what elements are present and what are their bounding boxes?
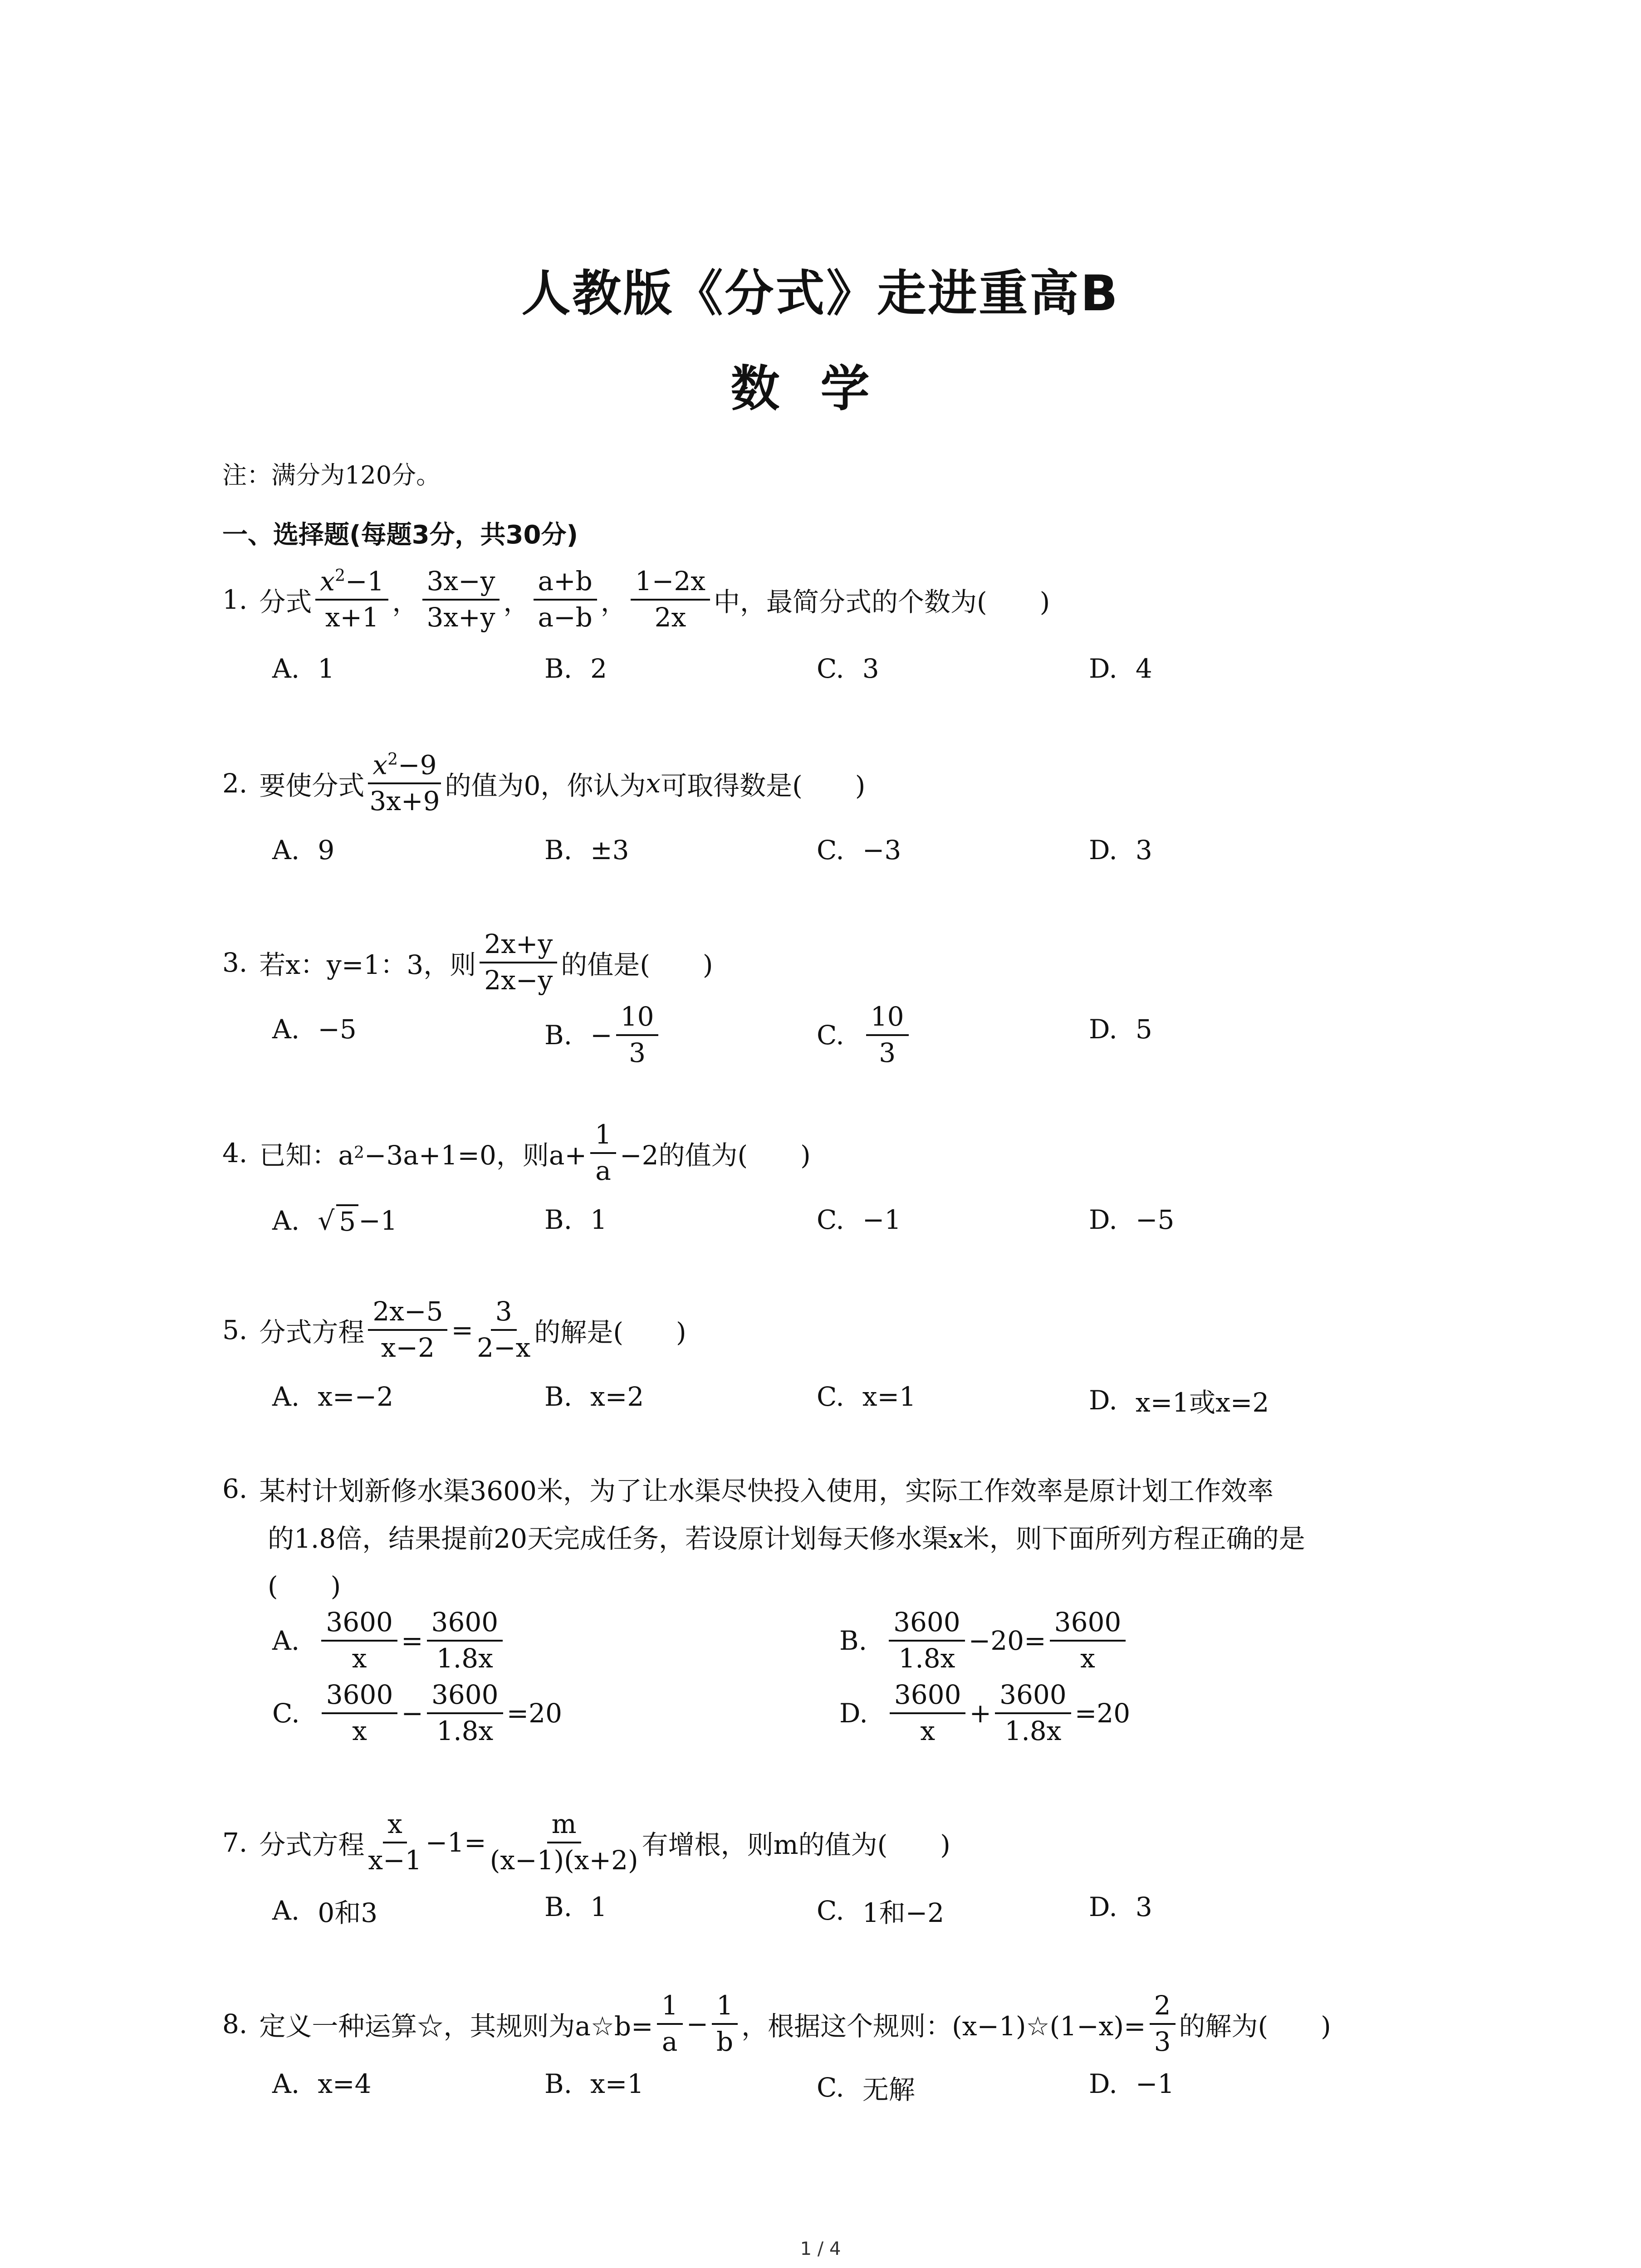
question-1: 1. 分式 $\frac{x^2-1}{x+1}$ ， $\frac{3x-y}{3x+y}$ ， $\frac{a+b}{a-b}$ ， $\frac{1-2x}{2x}$ 中，最简分式的个数为( ) [222, 566, 1050, 633]
question-4: 4. 已知：a 2 −3a+1=0，则a+ $\frac{1}{a}$ −2的值为( ) [222, 1119, 811, 1186]
fraction: $\frac{2}{3}$ [1150, 1991, 1176, 2057]
option-d[interactable]: D. x=1或x=2 [1089, 1385, 1269, 1418]
question-2: 2. 要使分式 $\frac{x^2-9}{3x+9}$ 的值为0，你认为 x 可取得数是( ) [222, 749, 866, 817]
page-title: 人教版《分式》走进重高B [521, 265, 1120, 322]
fraction: $\frac{3}{2-x}$ [477, 1296, 531, 1363]
option-b[interactable]: B. 2 [544, 653, 607, 684]
option-d[interactable]: D. 4 [1089, 653, 1152, 684]
option-d[interactable]: D. 3 [1089, 1892, 1152, 1922]
sqrt-icon: √ [318, 1205, 335, 1236]
option-d[interactable]: D. 5 [1089, 1014, 1152, 1045]
score-note: 注：满分为120分。 [222, 461, 441, 489]
page-subtitle: 数学 [730, 361, 911, 417]
option-b[interactable]: B. − $\frac{10}{3}$ [544, 1002, 662, 1068]
option-c[interactable]: C. x=1 [817, 1381, 916, 1412]
fraction: $\frac{x^2-1}{x+1}$ [315, 567, 388, 632]
question-text: 分式 [259, 586, 312, 617]
option-d[interactable]: D. 3 [1089, 835, 1152, 865]
question-3: 3. 若x：y=1：3，则 $\frac{2x+y}{2x-y}$ 的值是( ) [222, 929, 713, 996]
option-c[interactable]: C. −1 [817, 1204, 901, 1235]
fraction: $\frac{2x+y}{2x-y}$ [480, 930, 557, 995]
fraction: $\frac{x^2-9}{3x+9}$ [368, 751, 441, 816]
option-a[interactable]: A. 9 [272, 835, 335, 865]
option-a[interactable]: A. 0和3 [272, 1895, 378, 1928]
option-b[interactable]: B. x=2 [544, 1381, 644, 1412]
option-b[interactable]: B. ±3 [544, 835, 629, 865]
question-text: 中，最简分式的个数为( ) [713, 586, 1050, 617]
fraction: $\frac{x}{x-1}$ [368, 1809, 422, 1876]
option-c[interactable]: C. 无解 [817, 2072, 915, 2105]
option-c[interactable]: C. −3 [817, 835, 901, 865]
fraction: $\frac{a+b}{a-b}$ [534, 567, 597, 632]
option-b[interactable]: B. 1 [544, 1892, 607, 1922]
option-d[interactable]: D. −5 [1089, 1204, 1175, 1235]
question-8: 8. 定义一种运算☆，其规则为a☆b= $\frac{1}{a}$ − $\frac{1}{b}$ ，根据这个规则：(x−1)☆(1−x)= $\frac{2}{3}$ 的解为( ) [222, 1990, 1331, 2057]
question-5: 5. 分式方程 $\frac{2x-5}{x-2}$ = $\frac{3}{2-x}$ 的解是( ) [222, 1296, 686, 1363]
page-number: 1 / 4 [800, 2239, 841, 2259]
fraction: $\frac{1}{a}$ [590, 1120, 616, 1186]
fraction: $\frac{3x-y}{3x+y}$ [422, 567, 500, 632]
option-a[interactable]: A. √ 5 −1 [272, 1205, 397, 1237]
section-title: 一、选择题(每题3分，共30分) [222, 520, 578, 550]
fraction: $\frac{1}{b}$ [712, 1991, 738, 2057]
option-b[interactable]: B. x=1 [544, 2068, 644, 2099]
fraction: $\frac{1-2x}{2x}$ [631, 567, 710, 632]
option-a[interactable]: A. x=−2 [272, 1381, 394, 1412]
option-a[interactable]: A. $\frac{3600}{x}$ = $\frac{3600}{1.8x}$ [272, 1608, 506, 1673]
option-b[interactable]: B. 1 [544, 1204, 607, 1235]
question-6-line-3: ( ) [268, 1571, 341, 1602]
option-c[interactable]: C. $\frac{10}{3}$ [817, 1002, 912, 1068]
option-d[interactable]: D. −1 [1089, 2068, 1175, 2099]
option-a[interactable]: A. 1 [272, 653, 335, 684]
question-number: 1. [222, 584, 248, 615]
fraction: $\frac{1}{a}$ [657, 1991, 683, 2057]
option-c[interactable]: C. 3 [817, 653, 879, 684]
option-c[interactable]: C. 1和−2 [817, 1895, 945, 1928]
question-7: 7. 分式方程 $\frac{x}{x-1}$ −1= $\frac{m}{(x-1)(x+2)}$ 有增根，则m的值为( ) [222, 1809, 950, 1876]
question-6: 6. 某村计划新修水渠3600米，为了让水渠尽快投入使用，实际工作效率是原计划工作效率 [222, 1473, 1274, 1506]
fraction: $\frac{2x-5}{x-2}$ [368, 1297, 447, 1363]
option-b[interactable]: B. $\frac{3600}{1.8x}$ −20= $\frac{3600}{x}$ [839, 1608, 1129, 1673]
question-6-line-2: 的1.8倍，结果提前20天完成任务，若设原计划每天修水渠x米，则下面所列方程正确的是 [268, 1523, 1305, 1554]
option-c[interactable]: C. $\frac{3600}{x}$ − $\frac{3600}{1.8x}$ =20 [272, 1679, 562, 1746]
option-a[interactable]: A. x=4 [272, 2068, 372, 2099]
fraction: $\frac{m}{(x-1)(x+2)}$ [490, 1809, 638, 1876]
option-d[interactable]: D. $\frac{3600}{x}$ + $\frac{3600}{1.8x}$ =20 [839, 1679, 1131, 1746]
option-a[interactable]: A. −5 [272, 1014, 357, 1045]
